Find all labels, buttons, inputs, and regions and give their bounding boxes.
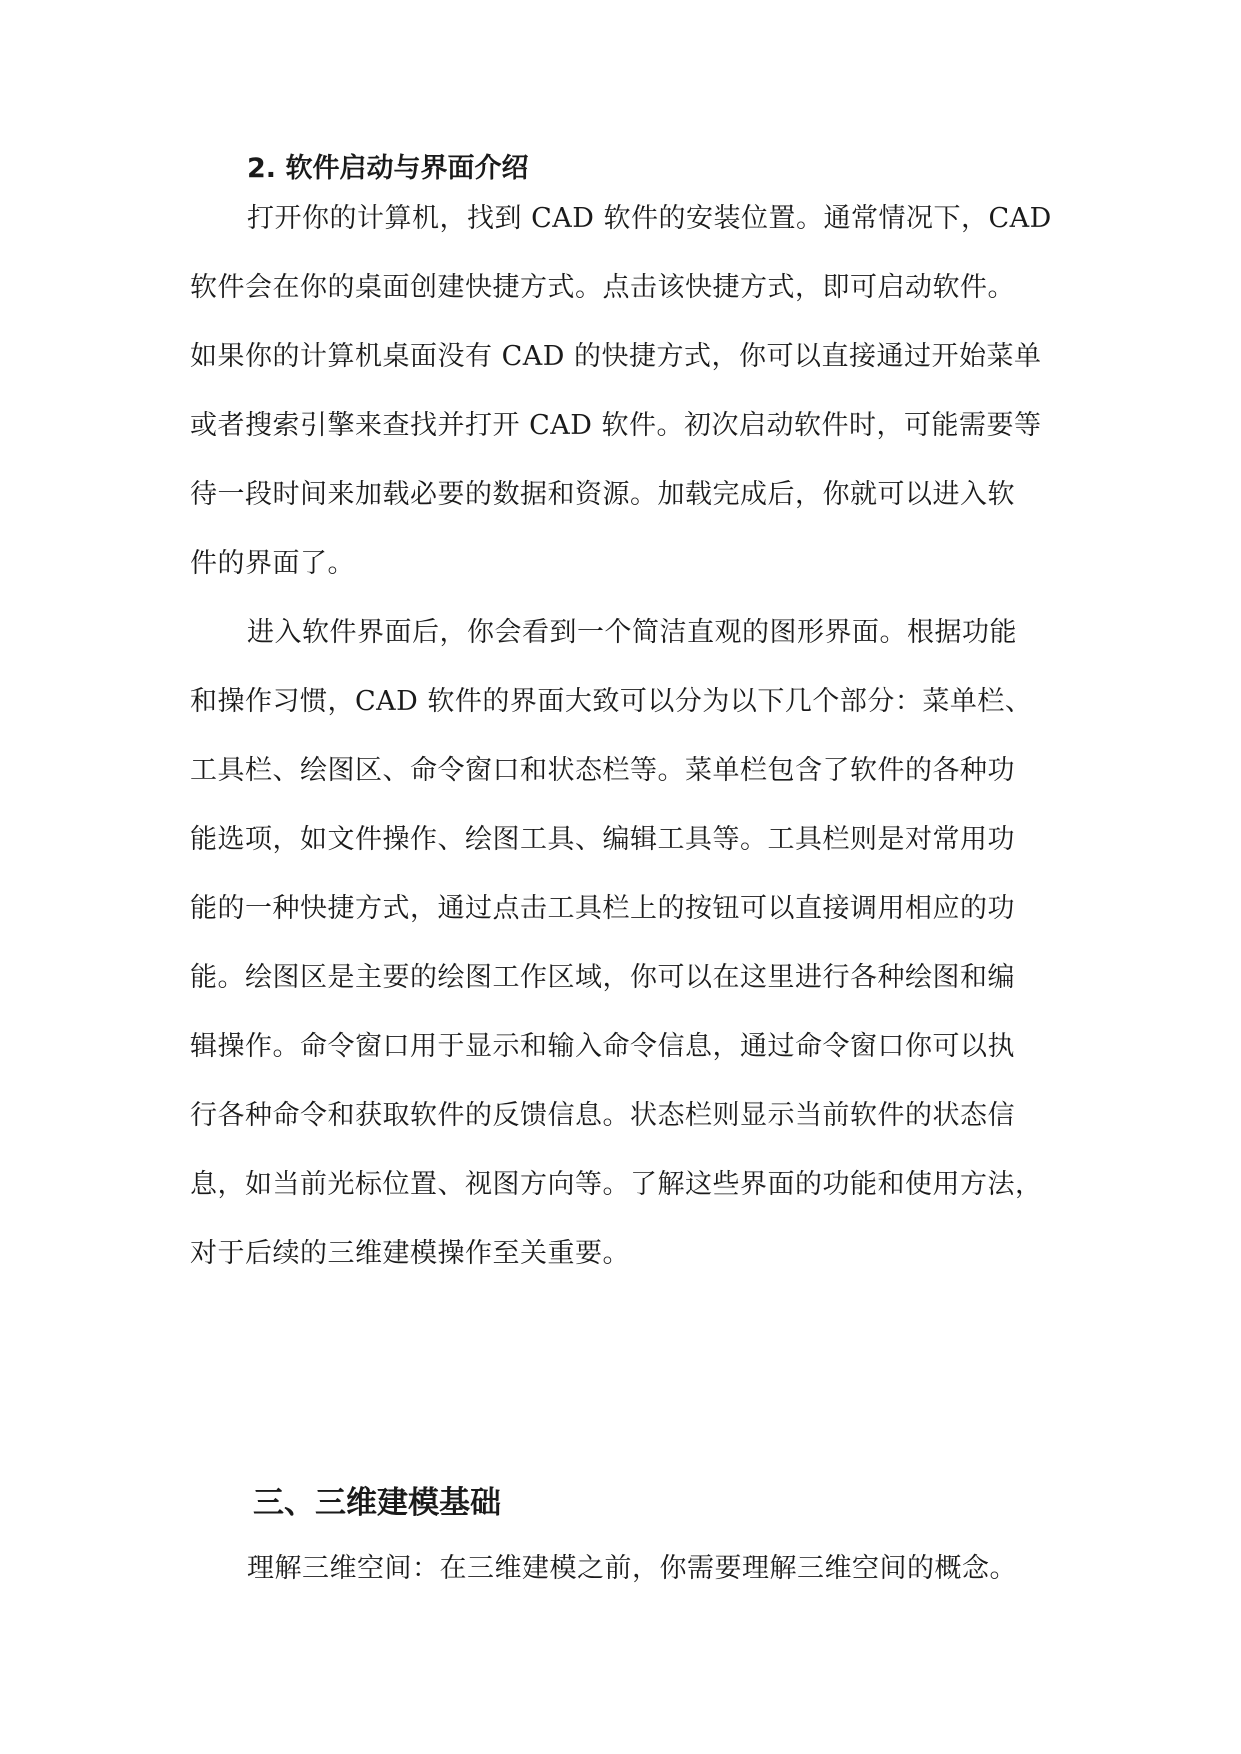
paragraph-line: 辑操作。命令窗口用于显示和输入命令信息，通过命令窗口你可以执 <box>190 1031 1015 1062</box>
paragraph-line: 工具栏、绘图区、命令窗口和状态栏等。菜单栏包含了软件的各种功 <box>190 755 1015 786</box>
paragraph-line: 能选项，如文件操作、绘图工具、编辑工具等。工具栏则是对常用功 <box>190 824 1015 855</box>
paragraph-line: 和操作习惯，CAD 软件的界面大致可以分为以下几个部分：菜单栏、 <box>190 686 1033 717</box>
paragraph-line: 理解三维空间：在三维建模之前，你需要理解三维空间的概念。 <box>247 1553 1017 1584</box>
paragraph-line: 打开你的计算机，找到 CAD 软件的安装位置。通常情况下，CAD <box>247 203 1052 234</box>
paragraph-line: 或者搜索引擎来查找并打开 CAD 软件。初次启动软件时，可能需要等 <box>190 410 1042 441</box>
paragraph-line: 息，如当前光标位置、视图方向等。了解这些界面的功能和使用方法， <box>190 1169 1043 1200</box>
paragraph-line: 行各种命令和获取软件的反馈信息。状态栏则显示当前软件的状态信 <box>190 1100 1015 1131</box>
section-subheading: 2. 软件启动与界面介绍 <box>247 153 529 184</box>
chapter-heading: 三、三维建模基础 <box>253 1485 501 1521</box>
paragraph-line: 软件会在你的桌面创建快捷方式。点击该快捷方式，即可启动软件。 <box>190 272 1015 303</box>
paragraph-line: 对于后续的三维建模操作至关重要。 <box>190 1238 630 1269</box>
paragraph-line: 件的界面了。 <box>190 548 355 579</box>
paragraph-line: 进入软件界面后，你会看到一个简洁直观的图形界面。根据功能 <box>247 617 1017 648</box>
paragraph-line: 待一段时间来加载必要的数据和资源。加载完成后，你就可以进入软 <box>190 479 1015 510</box>
paragraph-line: 能。绘图区是主要的绘图工作区域，你可以在这里进行各种绘图和编 <box>190 962 1015 993</box>
paragraph-line: 能的一种快捷方式，通过点击工具栏上的按钮可以直接调用相应的功 <box>190 893 1015 924</box>
paragraph-line: 如果你的计算机桌面没有 CAD 的快捷方式，你可以直接通过开始菜单 <box>190 341 1042 372</box>
